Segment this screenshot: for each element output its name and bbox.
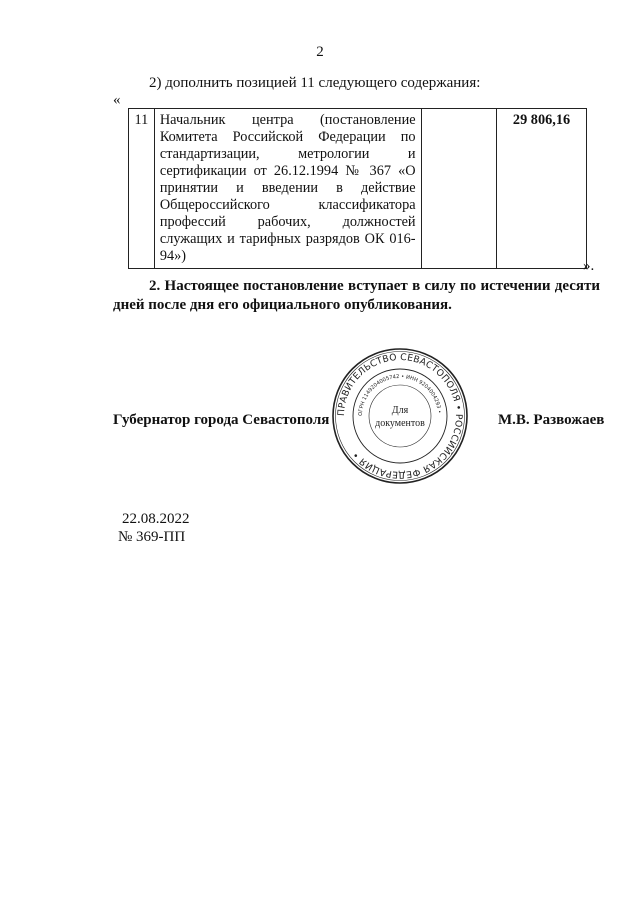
signer-title: Губернатор города Севастополя bbox=[113, 412, 330, 428]
seal-center-line1: Для bbox=[391, 405, 409, 416]
empty-cell bbox=[421, 109, 496, 269]
document-date: 22.08.2022 bbox=[122, 511, 190, 527]
seal-center-line2: документов bbox=[375, 418, 425, 429]
position-number-cell: 11 bbox=[129, 109, 155, 269]
seal-inner-text: ОГРН 1149204005742 • ИНН 9204004293 • bbox=[357, 373, 442, 417]
svg-text:ПРАВИТЕЛЬСТВО СЕВАСТОПОЛЯ • РО bbox=[336, 352, 464, 480]
table-row bbox=[129, 109, 587, 269]
amendment-intro: 2) дополнить позицией 11 следующего содержания: bbox=[149, 75, 481, 91]
amendment-table bbox=[128, 108, 587, 269]
closing-quote: ». bbox=[583, 258, 595, 274]
official-seal bbox=[331, 347, 469, 485]
signer-name: М.В. Развожаев bbox=[498, 412, 605, 428]
opening-quote: « bbox=[113, 92, 121, 108]
seal-outer-text: ПРАВИТЕЛЬСТВО СЕВАСТОПОЛЯ • РОССИЙСКАЯ ФЕДЕРАЦИЯ • bbox=[335, 351, 465, 481]
paragraph-effective-date: 2. Настоящее постановление вступает в силу по истечении десяти дней после дня его официального опубликования. bbox=[113, 278, 600, 313]
page-number: 2 bbox=[316, 44, 324, 60]
document-number: № 369-ПП bbox=[118, 529, 186, 545]
salary-value-cell: 29 806,16 bbox=[497, 109, 587, 269]
position-description-cell: Начальник центра (постановление Комитета Российской Федерации по стандартизации, метрологии и сертификации от 26.12.1994 № 367 «О принятии и введении в действие Общероссийского классификатора профессий рабочих, должностей служащих и тарифных разрядов ОК 016-94») bbox=[154, 109, 421, 269]
